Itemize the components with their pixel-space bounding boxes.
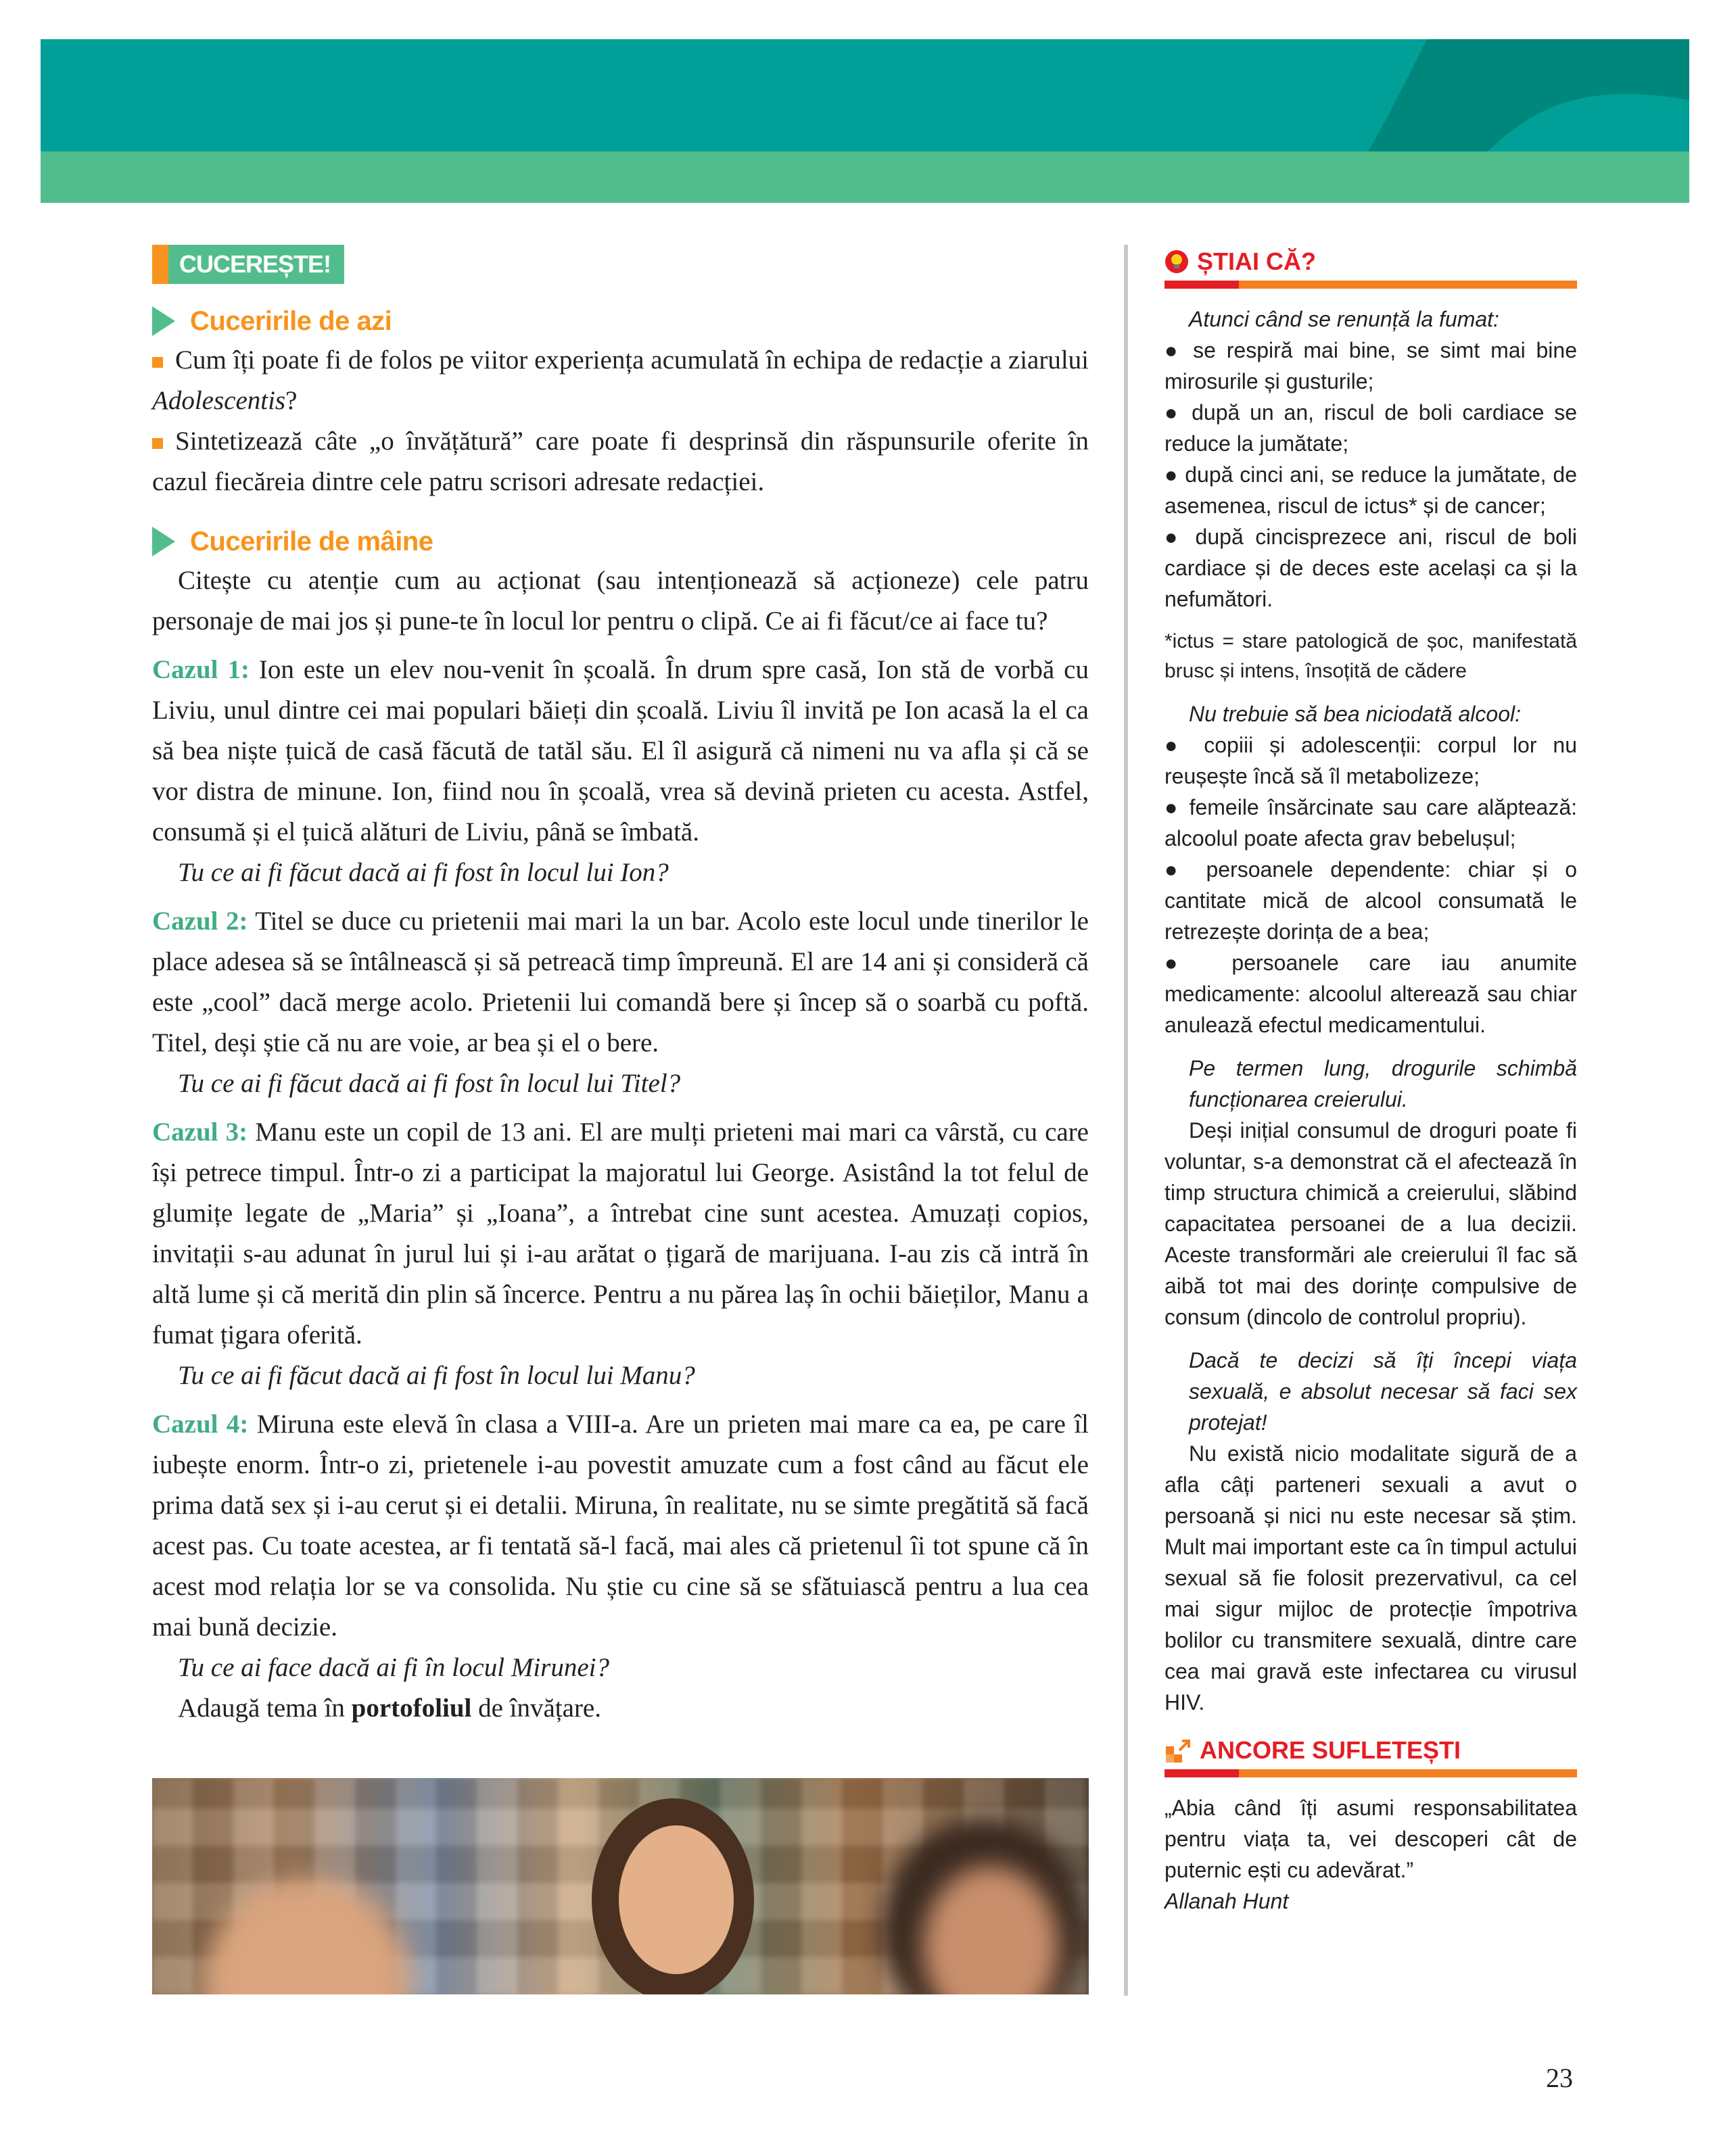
page-number: 23 bbox=[1546, 2063, 1573, 2093]
column-divider bbox=[1124, 245, 1128, 1996]
case-3: Cazul 3: Manu este un copil de 13 ani. El are mulți prieteni mai mari ca vârstă, cu care își petrece timpul. Într-o zi a participat la majoratul lui George. Asistând la tot felul de glumițe legate de „Maria” și „Ioana”, a întrebat cine sunt acestea. Amuzați copios, invitații s-au adunat în jurul lui și i-au arătat o țigară de marijuana. I-au zis că intră în altă lume și că merită din plin să încerce. Pentru a nu părea laș în ochii băieților, Manu a fumat țigara oferită. bbox=[152, 1118, 1089, 1349]
header-band bbox=[41, 39, 1689, 203]
sidebar: ȘTIAI CĂ? Atunci când se renunță la fumat: ● se respiră mai bine, se simt mai bine mirosurile și gusturile; ● după un an, riscul de boli cardiace se reduce la jumătate; ● după cinci ani, se reduce la jumătate, de asemenea, riscul de ictus* și de cancer; ● după cincisprezece ani, riscul de boli cardiace și de deces este același ca și la nefumători. *ictus = stare patologică de șoc, manifestată brusc și intens, însoțită de cădere Nu trebuie să bea niciodată alcool: ● copiii și adolescenții: corpul lor nu reușește încă să îl metabolizeze; ● femeile însărcinate sau care alăptează: alcoolul poate afecta grav bebelușul; ● persoanele dependente: chiar și o cantitate mică de alcool consumată le retrezește dorința de a bea; ● persoanele care iau anumite medicamente: alcoolul alterează sau chiar anulează efectul medicamentului. Pe termen lung, drogurile schimbă funcționarea creierului. Deși inițial consumul de droguri poate fi voluntar, s-a demonstrat că el afectează în timp structura chimică a creierului, slăbind capacitatea persoanei de a lua decizii. Aceste transformări ale creierului îl fac să aibă tot mai des dorințe compulsive de consum (dincolo de controlul propriu). Dacă te decizi să îți începi viața sexuală, e absolut necesar să faci sex protejat! Nu există nicio modalitate sigură de a afla câți parteneri sexuali a avut o persoană și nici nu este necesar să știm. Mult mai important este ca în timpul actului sexual să fie folosit prezervativul, ca cel mai sigur mijloc de protecție împotriva bolilor cu transmitere sexuală, dintre care cea mai gravă este infectarea cu virusul HIV. ANCORE SUFLETEȘTI „Abia când îți asumi responsabilitatea pentru viața ta, vei descoperi cât de puternic ești cu adevărat.” Allanah Hunt bbox=[1165, 247, 1577, 1917]
list-item: ● după cincisprezece ani, riscul de boli cardiace și de deces este același ca și la nefumători. bbox=[1165, 525, 1578, 611]
list-item: Cum îți poate fi de folos pe viitor experiența acumulată în echipa de redacție a ziarului Adolescentis? bbox=[152, 345, 1089, 415]
case-question: Tu ce ai fi făcut dacă ai fi fost în locul lui Titel? bbox=[178, 1069, 681, 1098]
list-item: ● după cinci ani, se reduce la jumătate, de asemenea, riscul de ictus* și de cancer; bbox=[1165, 462, 1578, 518]
section-heading-tomorrow: Cuceririle de mâine bbox=[152, 523, 1089, 560]
cucereste-badge: CUCEREȘTE! bbox=[152, 245, 344, 284]
list-item: ● persoanele care iau anumite medicamente: alcoolul alterează sau chiar anulează efectul medicamentului. bbox=[1165, 951, 1577, 1037]
list-item: ● persoanele dependente: chiar și o cantitate mică de alcool consumată le retrezește dorința de a bea; bbox=[1165, 857, 1577, 944]
case-2: Cazul 2: Titel se duce cu prietenii mai mari la un bar. Acolo este locul unde tinerilor le place adesea să se întâlnească și să petreacă timp împreună. El are 14 ani și consideră că este „cool” dacă merge acolo. Prietenii lui comandă bere și încep să o soarbă cu poftă. Titel, deși știe că nu are voie, ar bea și el o bere. bbox=[152, 907, 1089, 1057]
section-heading-today: Cuceririle de azi bbox=[152, 302, 1089, 340]
list-item: ● copiii și adolescenții: corpul lor nu reușește încă să îl metabolizeze; bbox=[1165, 733, 1578, 788]
did-you-know-heading: ȘTIAI CĂ? bbox=[1165, 247, 1577, 277]
lightbulb-icon bbox=[1165, 249, 1189, 274]
case-question: Tu ce ai fi făcut dacă ai fi fost în locul lui Ion? bbox=[178, 858, 669, 887]
case-1: Cazul 1: Ion este un elev nou-venit în școală. În drum spre casă, Ion stă de vorbă cu Liviu, unul dintre cei mai populari băieți din școală. Liviu îl invită pe Ion acasă la el ca să bea niște țuică de casă făcută de tatăl său. El îl asigură că nimeni nu va afla și că se vor distra de minune. Ion, fiind nou în școală, vrea să devină prieten cu acesta. Astfel, consumă și el țuică alături de Liviu, până se îmbată. bbox=[152, 655, 1089, 846]
footnote: *ictus = stare patologică de șoc, manifestată brusc și intens, însoțită de cădere bbox=[1165, 630, 1577, 682]
list-item: ● se respiră mai bine, se simt mai bine mirosurile și gusturile; bbox=[1165, 338, 1578, 393]
portfolio-note: Adaugă tema în portofoliul de învățare. bbox=[178, 1694, 601, 1723]
classroom-photo bbox=[152, 1778, 1089, 1994]
intro-paragraph: Citește cu atenție cum au acționat (sau intenționează să acționeze) cele patru personaje de mai jos și pune-te în locul lor pentru o clipă. Ce ai fi făcut/ce ai face tu? bbox=[152, 566, 1089, 636]
triangle-icon bbox=[152, 306, 175, 336]
heading-underline bbox=[1165, 281, 1577, 289]
case-4: Cazul 4: Miruna este elevă în clasa a VIII-a. Are un prieten mai mare ca ea, pe care îl iubește enorm. Într-o zi, prietenele i-au povestit amuzate cum a fost când au făcut ele prima dată sex și i-au cerut și ei detalii. Miruna, în realitate, nu se simte pregătită să facă acest pas. Cu toate acestea, ar fi tentată să-l facă, mai ales că prietenul îi tot spune că în acest mod relația lor se va consolida. Nu știe cu cine să se sfătuiască pentru a lua cea mai bună decizie. bbox=[152, 1410, 1089, 1642]
list-item: ● femeile însărcinate sau care alăptează: alcoolul poate afecta grav bebelușul; bbox=[1165, 795, 1578, 851]
square-bullet-icon bbox=[152, 357, 163, 368]
anchors-heading: ANCORE SUFLETEȘTI bbox=[1165, 1735, 1577, 1765]
today-list bbox=[152, 340, 1089, 502]
puzzle-arrow-icon bbox=[1165, 1737, 1192, 1764]
quote-author: Allanah Hunt bbox=[1165, 1889, 1289, 1913]
main-column bbox=[152, 245, 1089, 1729]
list-item: Sintetizează câte „o învățătură” care poate fi desprinsă din răspunsurile oferite în cazul fiecăreia dintre cele patru scrisori adresate redacției. bbox=[152, 427, 1089, 496]
quote: „Abia când îți asumi responsabilitatea pentru viața ta, vei descoperi cât de puternic ești cu adevărat.” bbox=[1165, 1796, 1577, 1882]
case-question: Tu ce ai fi făcut dacă ai fi fost în locul lui Manu? bbox=[178, 1361, 695, 1390]
case-question: Tu ce ai face dacă ai fi în locul Mirunei? bbox=[178, 1653, 609, 1682]
heading-underline bbox=[1165, 1769, 1577, 1777]
triangle-icon bbox=[152, 527, 175, 556]
list-item: ● după un an, riscul de boli cardiace se reduce la jumătate; bbox=[1165, 400, 1578, 456]
square-bullet-icon bbox=[152, 438, 163, 449]
